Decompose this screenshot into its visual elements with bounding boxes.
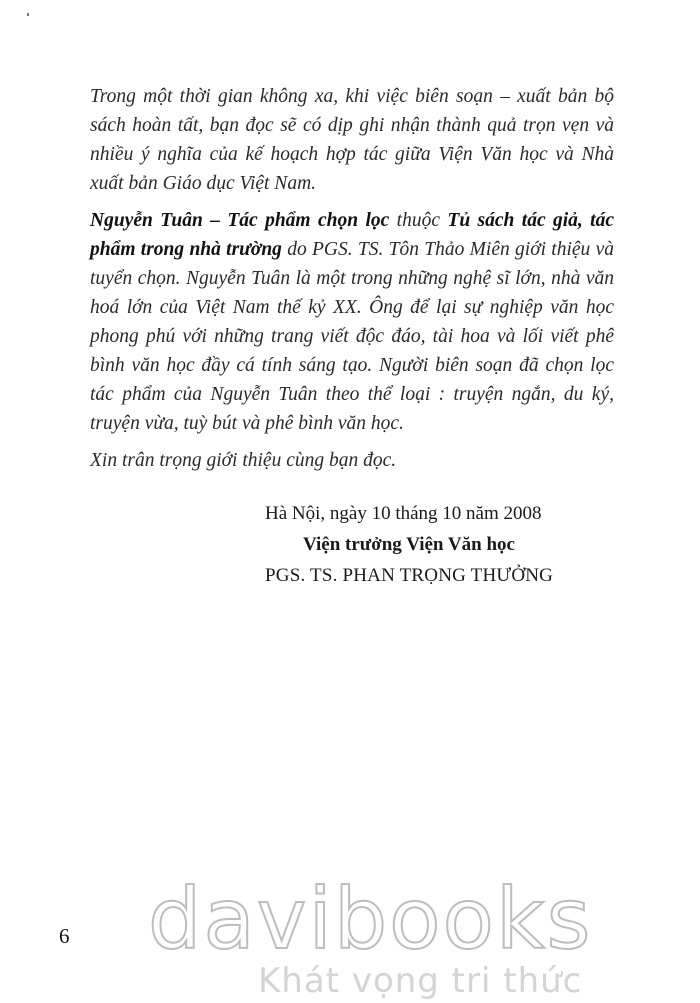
signer-title: Viện trưởng Viện Văn học [303,534,515,555]
body-text [90,82,614,483]
place-date: Hà Nội, ngày 10 tháng 10 năm 2008 [265,503,542,524]
paragraph-2-text-2: do PGS. TS. Tôn Thảo Miên giới thiệu và tuyển chọn. Nguyễn Tuân là một trong những nghệ sĩ lớn, nhà văn hoá lớn của Việt Nam thế kỷ XX. Ông để lại sự nghiệp văn học phong phú với những trang viết độc đáo, tài hoa và lối viết phê bình văn học đầy cá tính sáng tạo. Người biên soạn đã chọn lọc tác phẩm của Nguyễn Tuân theo thể loại : truyện ngắn, du ký, truyện vừa, tuỳ bút và phê bình văn học. [90,239,614,434]
signer-name: PGS. TS. PHAN TRỌNG THƯỞNG [265,565,554,586]
page-number: 6 [59,924,70,948]
paragraph-1: Trong một thời gian không xa, khi việc biên soạn – xuất bản bộ sách hoàn tất, bạn đọc sẽ có dịp ghi nhận thành quả trọn vẹn và nhiều ý nghĩa của kế hoạch hợp tác giữa Viện Văn học và Nhà xuất bản Giáo dục Việt Nam. [90,86,614,194]
scan-artifact [27,13,29,16]
paragraph-3: Xin trân trọng giới thiệu cùng bạn đọc. [90,450,397,471]
watermark-brand: davibooks [148,870,593,968]
book-title: Nguyễn Tuân – Tác phẩm chọn lọc [90,210,390,231]
paragraph-2 [90,206,614,438]
series-title: Tủ sách tác giả, tác phẩm trong nhà trường [90,210,614,260]
signature-block [265,498,605,591]
paragraph-2-text-1: thuộc [389,210,448,231]
davibooks-watermark-logo [140,862,700,1002]
watermark-tagline: Khát vọng tri thức [258,961,583,1001]
